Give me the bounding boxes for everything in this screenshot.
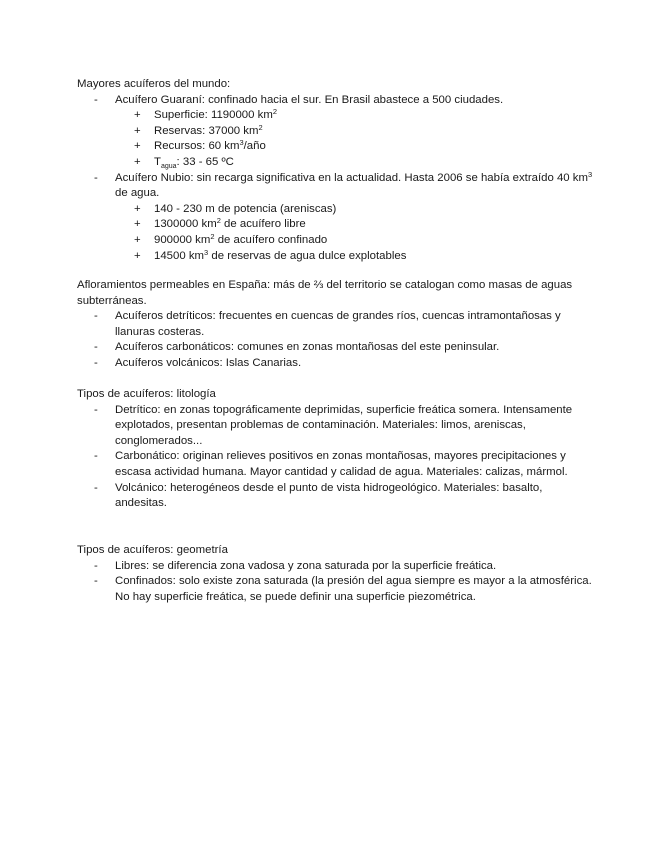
item-text: Acuífero Guaraní: confinado hacia el sur. En Brasil abastece a 500 ciudades. [115,93,504,106]
dash-bullet: - [94,575,98,588]
section-afloramientos [77,278,597,372]
item-text: de acuífero libre [220,218,306,231]
superscript: 3 [239,138,244,148]
section-mayores-acuiferos [77,77,597,264]
dash-bullet: - [94,310,98,323]
plus-bullet: + [134,249,141,262]
item-text: 140 - 230 m de potencia (areniscas) [154,202,337,215]
item-text: Acuíferos detríticos: frecuentes en cuencas de grandes ríos, cuencas intramontañosas y llanuras costeras. [115,310,561,338]
dash-bullet: - [94,171,98,184]
item-text: Volcánico: heterogéneos desde el punto de vista hidrogeológico. Materiales: basalto, andesitas. [115,481,543,510]
item-text: Confinados: solo existe zona saturada (la presión del agua siempre es mayor a la atmosférica. No hay superficie freática, se puede definir una superficie piezométrica. [115,575,592,603]
item-text: T [154,155,161,168]
section-heading: Tipos de acuíferos: geometría [77,544,228,556]
section-heading: Tipos de acuíferos: litología [77,388,216,400]
plus-bullet: + [134,140,141,153]
dash-bullet: - [94,403,98,416]
superscript: 2 [210,231,215,241]
item-text: Recursos: 60 km [154,140,240,153]
item-text: Carbonático: originan relieves positivos en zonas montañosas, mayores precipitaciones y escasa actividad humana. Mayor cantidad y calidad de agua. Materiales: calizas, mármol. [115,450,568,478]
item-text: Acuífero Nubio: sin recarga significativa en la actualidad. Hasta 2006 se había extraído 40 km [115,171,588,184]
list-item [77,340,597,356]
list-item [77,559,597,575]
section-geometria [77,543,597,605]
sub-list-item [77,202,597,218]
item-text: Reservas: 37000 km [154,124,259,137]
item-text: 1300000 km [154,218,217,231]
plus-bullet: + [134,218,141,231]
dash-bullet: - [94,450,98,463]
sub-list-item [77,217,597,233]
list-item [77,93,597,109]
superscript: 3 [204,247,209,257]
superscript: 2 [216,216,221,226]
item-text: de agua. [115,187,160,200]
list-item [77,356,597,372]
item-text: : 33 - 65 ºC [176,155,234,168]
dash-bullet: - [94,93,98,106]
dash-bullet: - [94,559,98,572]
superscript: 2 [258,122,263,132]
list-item [77,574,597,605]
sub-list-item [77,108,597,124]
item-text: Acuíferos carbonáticos: comunes en zonas montañosas del este peninsular. [115,341,500,354]
dash-bullet: - [94,481,98,494]
plus-bullet: + [134,202,141,215]
list-item [77,309,597,340]
sub-list-item [77,249,597,265]
plus-bullet: + [134,233,141,246]
plus-bullet: + [134,109,141,122]
list-item [77,171,597,202]
plus-bullet: + [134,124,141,137]
sub-list-item [77,233,597,249]
section-litologia [77,387,597,512]
section-heading: Mayores acuíferos del mundo: [77,78,231,90]
sub-list-item [77,139,597,155]
plus-bullet: + [134,155,141,168]
item-text: de acuífero confinado [214,233,328,246]
item-text: Libres: se diferencia zona vadosa y zona saturada por la superficie freática. [115,559,497,572]
list-item [77,449,597,480]
item-text: Detrítico: en zonas topográficamente deprimidas, superficie freática somera. Intensamente explotados, presentan problemas de contaminación. Materiales: limos, areniscas, conglomerados... [115,403,573,447]
dash-bullet: - [94,341,98,354]
section-heading: Afloramientos permeables en España: más de ⅔ del territorio se catalogan como masas de aguas subterráneas. [77,279,573,307]
item-text: Superficie: 1190000 km [154,109,273,122]
item-text: 14500 km [154,249,205,262]
subscript: agua [160,162,177,170]
superscript: 3 [587,169,593,179]
list-item [77,403,597,450]
item-text: Acuíferos volcánicos: Islas Canarias. [115,356,302,369]
superscript: 2 [272,107,277,117]
item-text: de reservas de agua dulce explotables [208,249,407,262]
dash-bullet: - [94,356,98,369]
list-item [77,481,597,512]
item-text: /año [243,140,266,153]
sub-list-item [77,124,597,140]
sub-list-item [77,155,597,171]
item-text: 900000 km [154,233,211,246]
